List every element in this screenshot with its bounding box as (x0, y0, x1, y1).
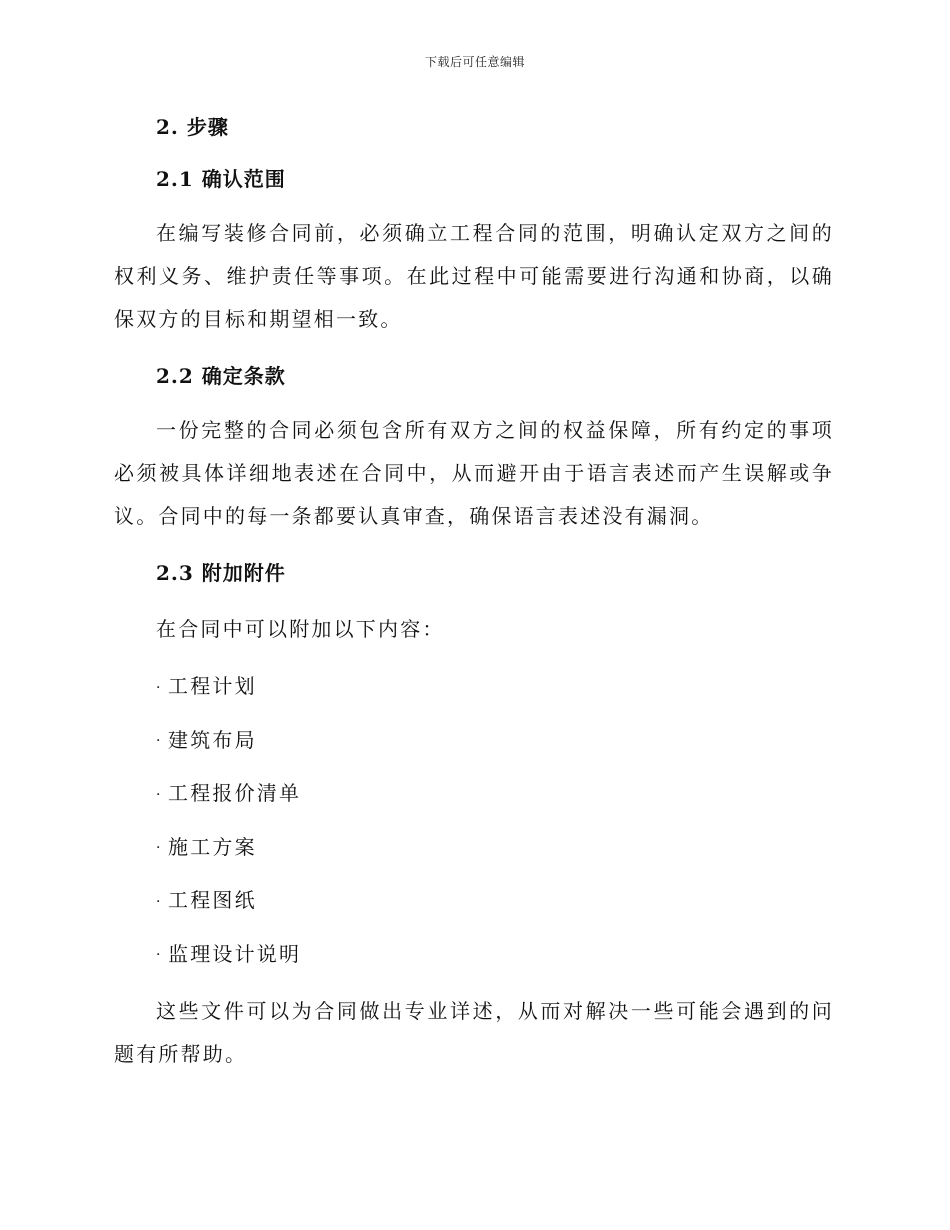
bullet-icon: · (156, 679, 163, 696)
list-item (156, 937, 834, 973)
list-item-text: 建筑布局 (168, 727, 257, 752)
list-item-text: 监理设计说明 (168, 941, 302, 966)
attachments-intro: 在合同中可以附加以下内容： (156, 617, 445, 641)
section-heading-2-2: 2.2 确定条款 (156, 364, 286, 388)
header-note: 下载后可任意编辑 (424, 55, 525, 69)
bullet-icon: · (156, 786, 163, 803)
list-item (156, 669, 834, 705)
list-item-text: 工程图纸 (168, 888, 257, 912)
section-paragraph-2-2: 一份完整的合同必须包含所有双方之间的权益保障，所有约定的事项必须被具体详细地表述在合同中，从而避开由于语言表述而产生误解或争议。合同中的每一条都要认真审查，确保语言表述没有漏洞。 (114, 418, 834, 528)
list-item (156, 830, 834, 866)
bullet-icon: · (156, 893, 163, 910)
section-heading-2-1: 2.1 确认范围 (156, 167, 286, 191)
attachments-closing: 这些文件可以为合同做出专业详述，从而对解决一些可能会遇到的问题有所帮助。 (114, 999, 834, 1066)
document-content (114, 110, 834, 1076)
list-item (156, 776, 834, 812)
list-item (156, 883, 834, 919)
bullet-icon: · (156, 947, 163, 963)
list-item-text: 工程计划 (168, 674, 257, 698)
attachments-list (114, 669, 834, 972)
bullet-icon: · (156, 840, 163, 856)
bullet-icon: · (156, 733, 163, 749)
list-item (156, 723, 834, 759)
section-heading-2-3: 2.3 附加附件 (156, 561, 286, 585)
step-heading: 2. 步骤 (156, 115, 229, 139)
list-item-text: 工程报价清单 (168, 781, 302, 805)
list-item-text: 施工方案 (168, 834, 257, 859)
section-paragraph-2-1: 在编写装修合同前，必须确立工程合同的范围，明确认定双方之间的权利义务、维护责任等事项。在此过程中可能需要进行沟通和协商，以确保双方的目标和期望相一致。 (114, 221, 834, 331)
